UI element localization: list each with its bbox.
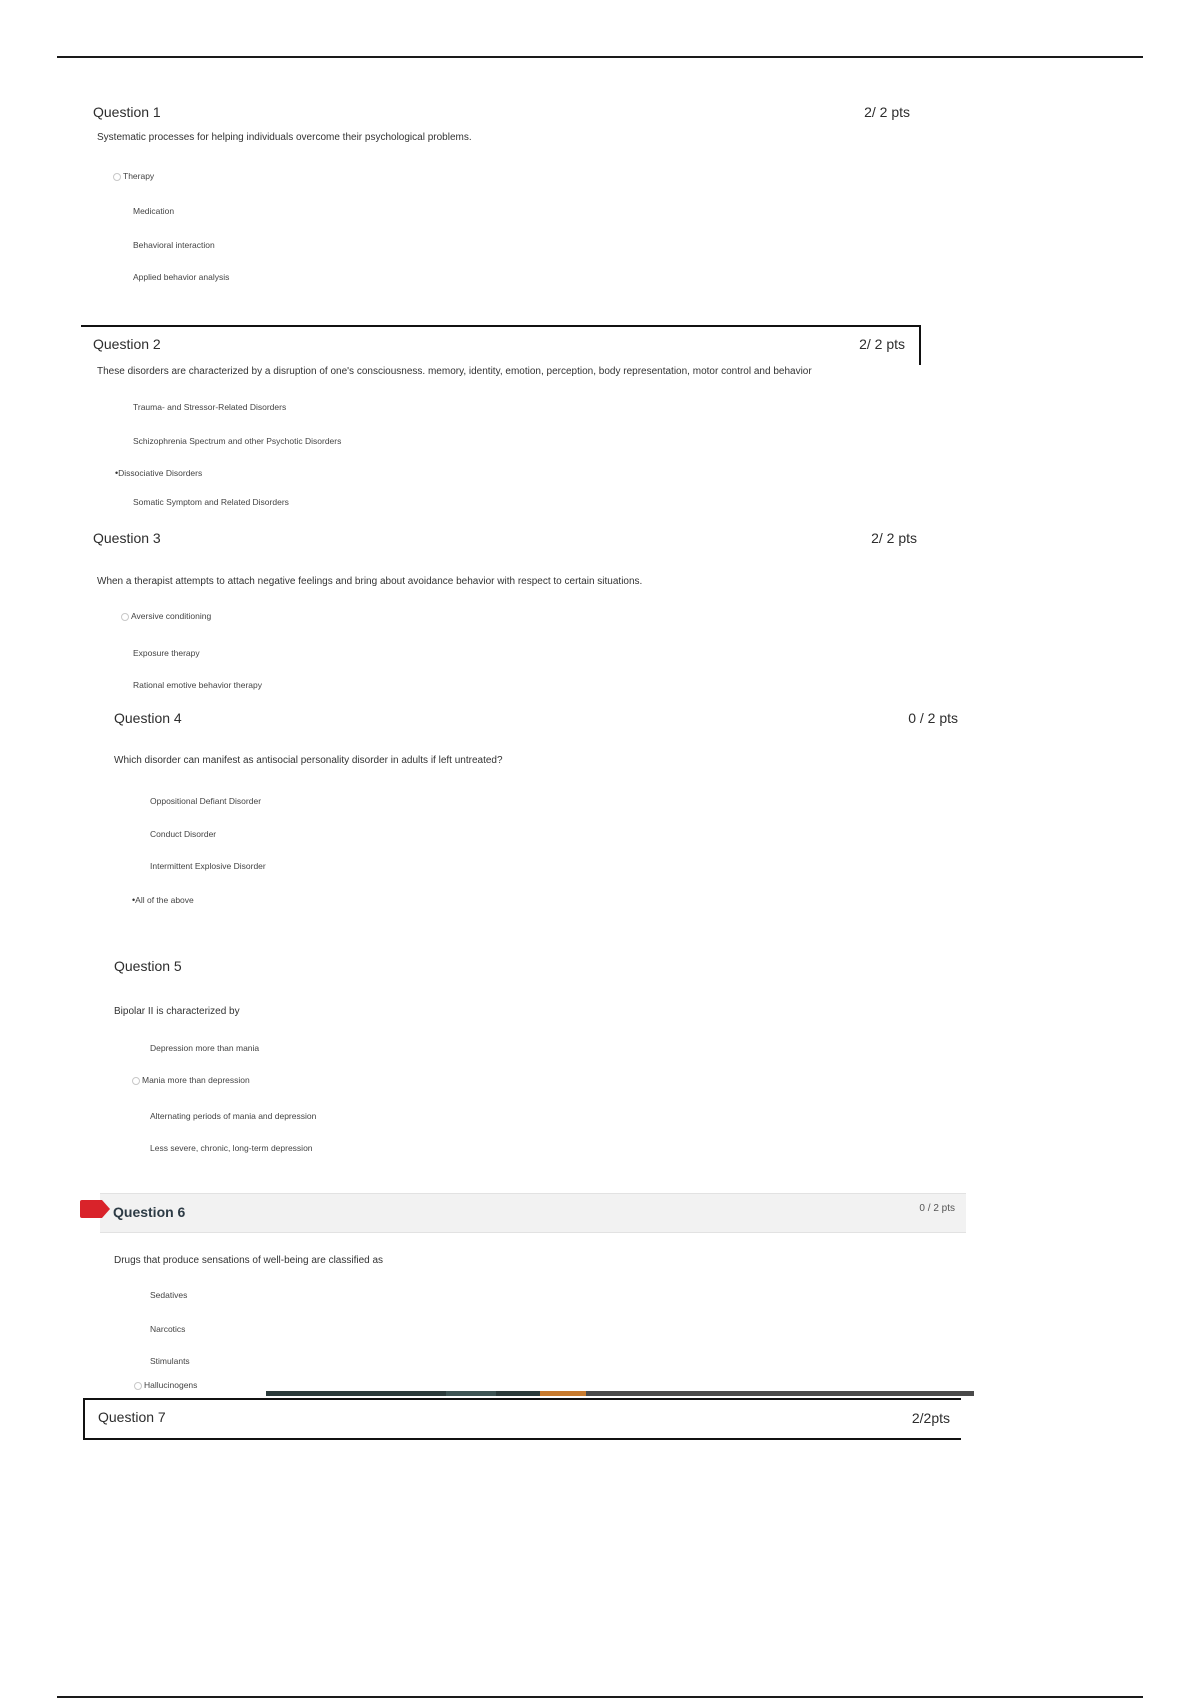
question-title: Question 1: [93, 104, 161, 120]
answer-option[interactable]: Oppositional Defiant Disorder: [150, 796, 262, 806]
answer-option[interactable]: Sedatives: [150, 1290, 188, 1300]
flag-icon: [80, 1200, 102, 1218]
answer-option[interactable]: Medication: [133, 206, 175, 216]
selected-bullet-icon: •: [132, 895, 136, 905]
question-text: Bipolar II is characterized by: [114, 1006, 240, 1017]
answer-option[interactable]: Somatic Symptom and Related Disorders: [133, 497, 289, 507]
answer-option[interactable]: Aversive conditioning: [121, 611, 211, 621]
answer-option[interactable]: Applied behavior analysis: [133, 272, 230, 282]
question-title: Question 7: [98, 1409, 166, 1425]
answer-option[interactable]: Therapy: [113, 171, 154, 181]
screenshot-crop-strip: [586, 1391, 974, 1396]
flag-icon-tip: [102, 1200, 110, 1218]
radio-icon: [121, 613, 129, 621]
selected-bullet-icon: •: [115, 468, 119, 478]
question-points: 2/2pts: [911, 1410, 950, 1426]
radio-icon: [132, 1077, 140, 1085]
answer-option[interactable]: Rational emotive behavior therapy: [133, 680, 262, 690]
question-title: Question 2: [93, 336, 161, 352]
screenshot-crop-strip: [496, 1391, 540, 1396]
answer-option[interactable]: Narcotics: [150, 1324, 186, 1334]
question-text: Which disorder can manifest as antisocial personality disorder in adults if left untreated?: [114, 755, 503, 766]
answer-option[interactable]: Trauma- and Stressor-Related Disorders: [133, 402, 287, 412]
answer-option[interactable]: Intermittent Explosive Disorder: [150, 861, 266, 871]
bottom-rule: [57, 1696, 1143, 1698]
question-points: 0 / 2 pts: [919, 1203, 955, 1214]
question-title: Question 6: [113, 1204, 186, 1220]
answer-option[interactable]: Conduct Disorder: [150, 829, 217, 839]
screenshot-crop-strip: [540, 1391, 586, 1396]
radio-icon: [113, 173, 121, 181]
question-box-side: [919, 325, 921, 365]
answer-option[interactable]: Behavioral interaction: [133, 240, 215, 250]
answer-option[interactable]: Depression more than mania: [150, 1043, 260, 1053]
screenshot-crop-strip: [446, 1391, 496, 1396]
question-box: [83, 1398, 961, 1440]
answer-option[interactable]: Alternating periods of mania and depression: [150, 1111, 317, 1121]
answer-option[interactable]: Less severe, chronic, long-term depression: [150, 1143, 313, 1153]
answer-option-selected[interactable]: •All of the above: [132, 895, 194, 905]
answer-option-selected[interactable]: •Dissociative Disorders: [115, 468, 203, 478]
question-title: Question 5: [114, 958, 182, 974]
question-text: These disorders are characterized by a disruption of one's consciousness. memory, identity, emotion, perception, body representation, motor control and behavior: [97, 366, 812, 377]
question-title: Question 4: [114, 710, 182, 726]
question-points: 2/ 2 pts: [864, 104, 910, 120]
question-text: When a therapist attempts to attach negative feelings and bring about avoidance behavior with respect to certain situations.: [97, 576, 643, 587]
question-title: Question 3: [93, 530, 161, 546]
answer-option[interactable]: Mania more than depression: [132, 1075, 250, 1085]
answer-option[interactable]: Exposure therapy: [133, 648, 200, 658]
question-text: Drugs that produce sensations of well-being are classified as: [114, 1255, 384, 1266]
answer-option[interactable]: Stimulants: [150, 1356, 190, 1366]
screenshot-crop-strip: [266, 1391, 446, 1396]
question-points: 2/ 2 pts: [859, 336, 905, 352]
question-header-bar: [100, 1193, 966, 1233]
question-points: 0 / 2 pts: [908, 710, 958, 726]
question-points: 2/ 2 pts: [871, 530, 917, 546]
top-rule: [57, 56, 1143, 58]
radio-icon: [134, 1382, 142, 1390]
answer-option[interactable]: Schizophrenia Spectrum and other Psychotic Disorders: [133, 436, 342, 446]
question-box-top: [81, 325, 921, 327]
answer-option[interactable]: Hallucinogens: [134, 1380, 197, 1390]
question-text: Systematic processes for helping individuals overcome their psychological problems.: [97, 132, 472, 143]
